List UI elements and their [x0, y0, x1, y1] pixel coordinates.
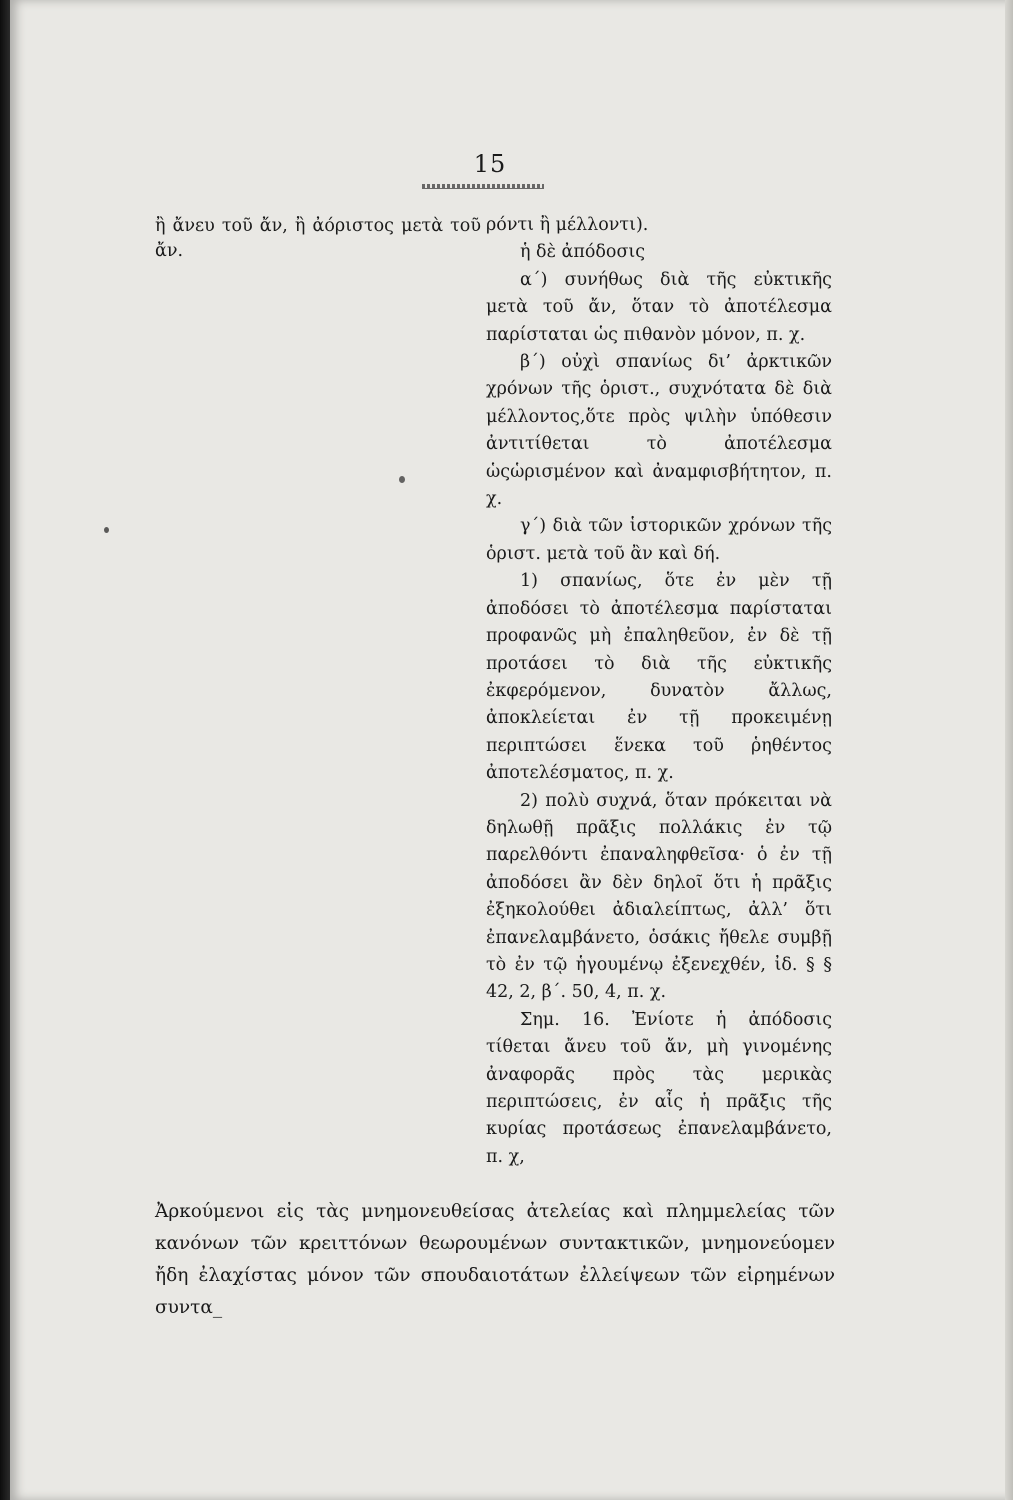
ink-speck: [104, 527, 109, 533]
scan-edge: [0, 0, 10, 1500]
bottom-paragraph-text: Ἀρκούμενοι εἰς τὰς μνημονευθείσας ἀτελείας καὶ πλημμελείας τῶν κανόνων τῶν κρειττόνων θεωρουμένων συντακτικῶν, μνημονεύομεν ἤδη ἐλαχίστας μόνον τῶν σπουδαιοτάτων ἐλλείψεων τῶν εἰρημένων συντα_: [155, 1201, 835, 1318]
paragraph-gamma: γ΄) διὰ τῶν ἱστορικῶν χρόνων τῆς ὁριστ. μετὰ τοῦ ἂν καὶ δή.: [486, 516, 832, 564]
paragraph-alpha: α΄) συνήθως διὰ τῆς εὐκτικῆς μετὰ τοῦ ἄν, ὅταν τὸ ἀποτέλεσμα παρίσταται ὡς πιθανὸν μόνον, π. χ.: [486, 269, 832, 345]
page-number-underline: [422, 184, 544, 189]
paragraph-continuation: ρόντι ἢ μέλλοντι).: [486, 215, 649, 235]
page-edge: [1005, 0, 1013, 1500]
right-column: [486, 212, 832, 1171]
bottom-paragraph: [155, 1196, 835, 1324]
paragraph-note-16: Σημ. 16. Ἐνίοτε ἡ ἀπόδοσις τίθεται ἄνευ τοῦ ἄν, μὴ γινομένης ἀναφορᾶς πρὸς τὰς μερικὰς περιπτώσεις, ἐν αἷς ἡ πρᾶξις τῆς κυρίας προτάσεως ἐπανελαμβάνετο, π. χ,: [486, 1009, 832, 1167]
page-number: 15: [473, 150, 507, 178]
paragraph-point-1: 1) σπανίως, ὅτε ἐν μὲν τῇ ἀποδόσει τὸ ἀποτέλεσμα παρίσταται προφανῶς μὴ ἐπαληθεῦον, ἐν δὲ τῇ προτάσει τὸ διὰ τῆς εὐκτικῆς ἐκφερόμενον, δυνατὸν ἄλλως, ἀποκλείεται ἐν τῇ προκειμένῃ περιπτώσει ἕνεκα τοῦ ῥηθέντος ἀποτελέσματος, π. χ.: [486, 571, 832, 784]
paragraph-point-2: 2) πολὺ συχνά, ὅταν πρόκειται νὰ δηλωθῇ πρᾶξις πολλάκις ἐν τῷ παρελθόντι ἐπαναληφθεῖσα· ὁ ἐν τῇ ἀποδόσει ἂν δὲν δηλοῖ ὅτι ἡ πρᾶξις ἐξηκολούθει ἀδιαλείπτως, ἀλλ’ ὅτι ἐπανελαμβάνετο, ὁσάκις ἤθελε συμβῇ τὸ ἐν τῷ ἡγουμένῳ ἐξενεχθέν, ἰδ. § § 42, 2, β΄. 50, 4, π. χ.: [486, 790, 832, 1003]
document-page: [10, 0, 1013, 1500]
left-column-text: ἢ ἄνευ τοῦ ἄν, ἢ ἀόριστος μετὰ τοῦ ἄν.: [155, 216, 481, 261]
paragraph-beta: β΄) οὐχὶ σπανίως δι’ ἀρκτικῶν χρόνων τῆς ὁριστ., συχνότατα δὲ διὰ μέλλοντος,ὅτε πρὸς ψιλὴν ὑπόθεσιν ἀντιτίθεται τὸ ἀποτέλεσμα ὡςὡρισμένον καὶ ἀναμφισβήτητον, π. χ.: [486, 352, 832, 510]
ink-speck: [399, 476, 405, 483]
left-column: [155, 214, 481, 264]
paragraph-apodosis-heading: ἡ δὲ ἀπόδοσις: [520, 242, 646, 263]
